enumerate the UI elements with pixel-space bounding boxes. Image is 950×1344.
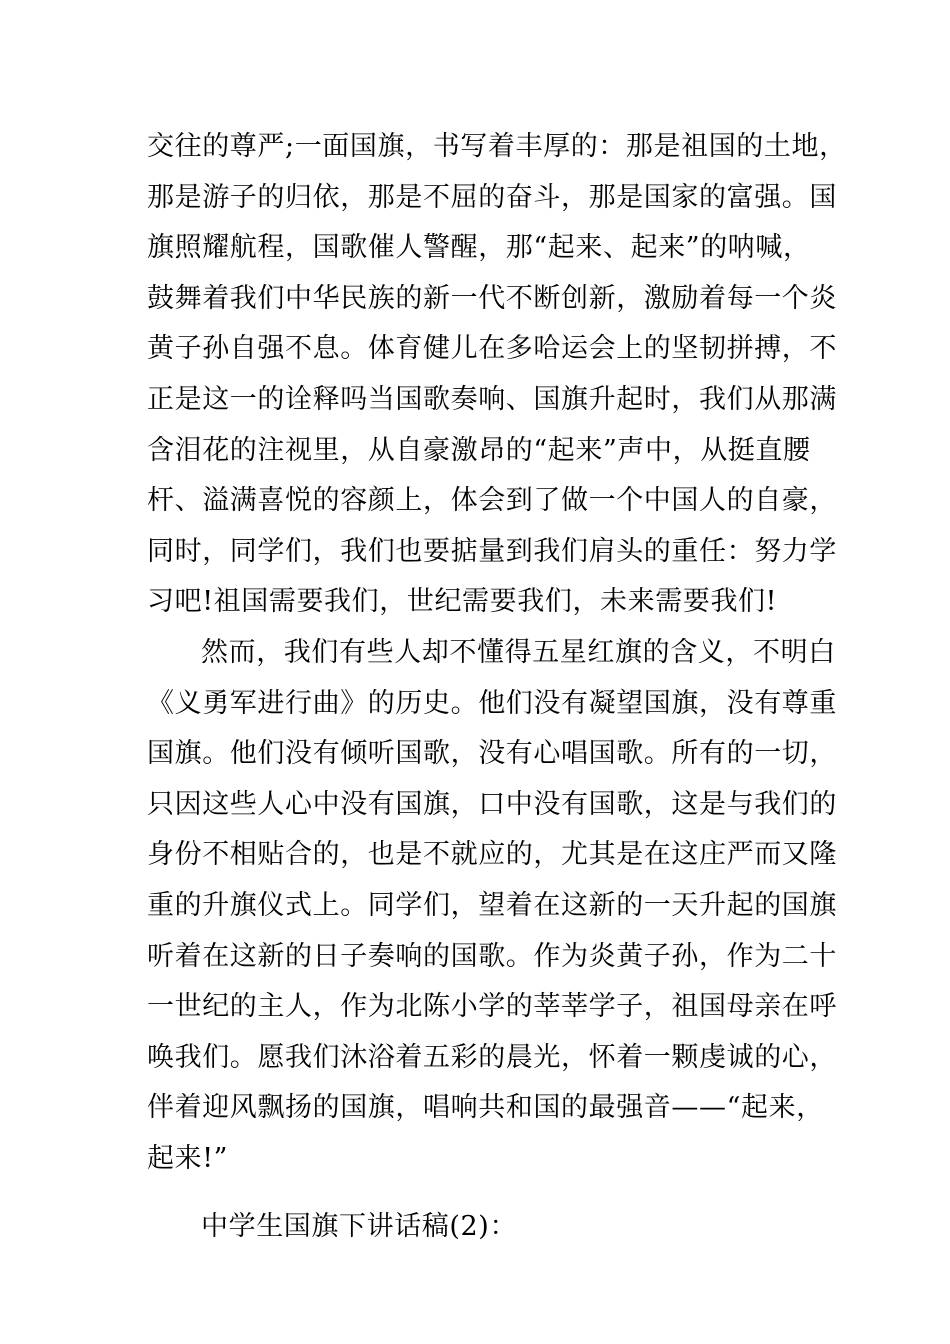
- paragraph-2: [147, 628, 837, 1185]
- text-line: 同时，同学们，我们也要掂量到我们肩头的重任：努力学: [147, 535, 837, 567]
- paragraph-1: [147, 122, 847, 628]
- text-line: 杆、溢满喜悦的容颜上，体会到了做一个中国人的自豪，: [147, 485, 837, 517]
- text-line: 《义勇军进行曲》的历史。他们没有凝望国旗，没有尊重: [147, 687, 837, 719]
- document-body: [147, 122, 847, 1253]
- text-line: 那是游子的归依，那是不屈的奋斗，那是国家的富强。国: [147, 181, 837, 213]
- text-line: 重的升旗仪式上。同学们，望着在这新的一天升起的国旗: [147, 889, 837, 921]
- text-line: 只因这些人心中没有国旗，口中没有国歌，这是与我们的: [147, 788, 837, 820]
- text-line: 国旗。他们没有倾听国歌，没有心唱国歌。所有的一切，: [147, 738, 837, 770]
- text-line: 正是这一的诠释吗当国歌奏响、国旗升起时，我们从那满: [147, 383, 837, 415]
- paragraph-spacer: [147, 1184, 817, 1202]
- text-line: 鼓舞着我们中华民族的新一代不断创新，激励着每一个炎: [147, 282, 837, 314]
- text-line: 伴着迎风飘扬的国旗，唱响共和国的最强音——“起来，: [147, 1092, 824, 1124]
- text-line: 起来!”: [147, 1142, 229, 1174]
- text-line: 然而，我们有些人却不懂得五星红旗的含义，不明白: [201, 636, 836, 668]
- text-line: 习吧!祖国需要我们，世纪需要我们，未来需要我们!: [147, 586, 778, 618]
- text-line: 唤我们。愿我们沐浴着五彩的晨光，怀着一颗虔诚的心，: [147, 1041, 837, 1073]
- text-line: 旗照耀航程，国歌催人警醒，那“起来、起来”的呐喊，: [147, 232, 811, 264]
- text-line: 黄子孙自强不息。体育健儿在多哈运会上的坚韧拼搏，不: [147, 333, 837, 365]
- text-line: 身份不相贴合的，也是不就应的，尤其是在这庄严而又隆: [147, 839, 837, 871]
- heading-text: 中学生国旗下讲话稿(2)：: [201, 1211, 518, 1243]
- section-heading: [147, 1202, 817, 1253]
- text-line: 含泪花的注视里，从自豪激昂的“起来”声中，从挺直腰: [147, 434, 811, 466]
- text-line: 交往的尊严;一面国旗，书写着丰厚的：那是祖国的土地，: [147, 131, 847, 162]
- text-line: 一世纪的主人，作为北陈小学的莘莘学子，祖国母亲在呼: [147, 991, 837, 1023]
- text-line: 听着在这新的日子奏响的国歌。作为炎黄子孙，作为二十: [147, 940, 837, 972]
